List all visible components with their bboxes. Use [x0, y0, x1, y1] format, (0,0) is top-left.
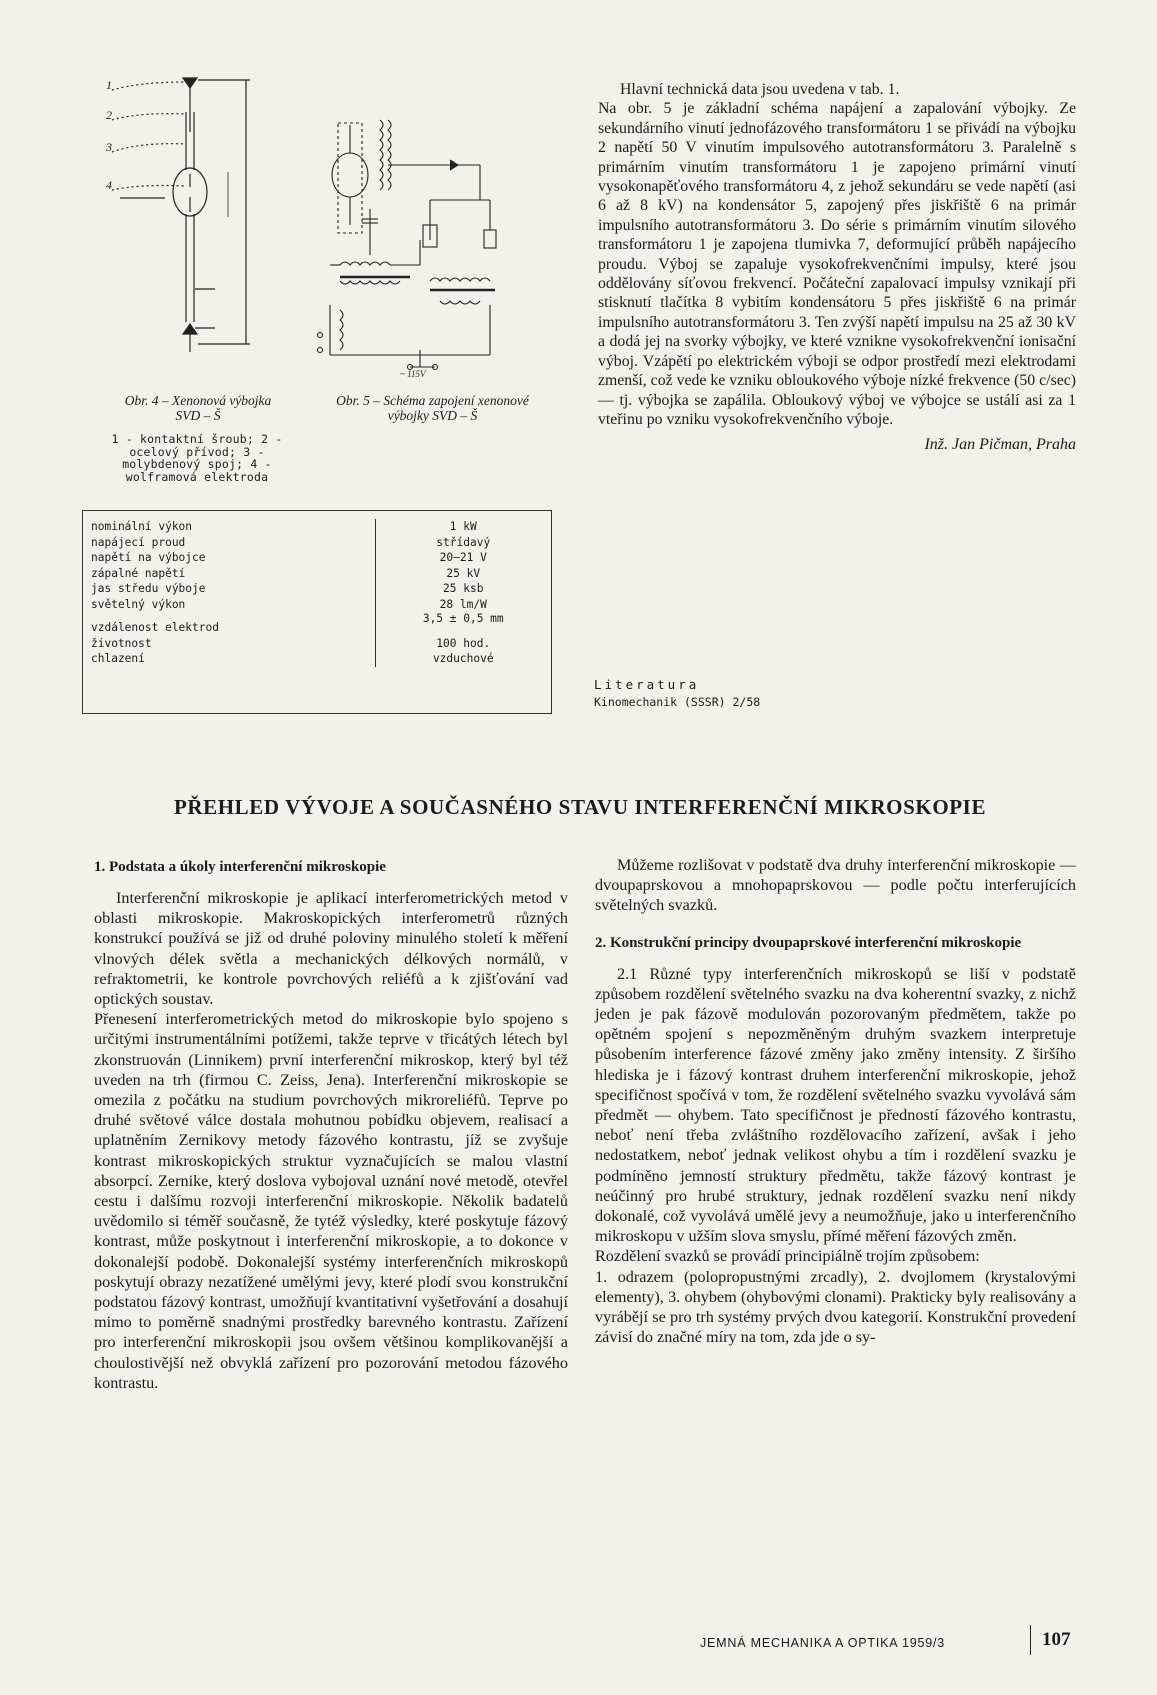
spec-value: 25 ksb: [375, 581, 551, 597]
paragraph: Rozdělení svazků se provádí principiálně trojím způsobem:: [595, 1247, 980, 1266]
paragraph: Interferenční mikroskopie je aplikací interferometrických metod v oblasti mikroskopie. Makroskopických interferometrů různých konstrukcí používá se již od druhé poloviny minulého století k měření vlnových délek světla a mechanických délkových normálů, v refraktometrii, ke kontrole povrchových reliéfů a k zjišťování vad optických soustav.: [94, 889, 568, 1009]
spec-value: 25 kV: [375, 566, 551, 582]
spec-value: střídavý: [375, 535, 551, 551]
page-number: 107: [1042, 1629, 1071, 1650]
spec-label: jas středu výboje: [91, 582, 206, 595]
spec-table: [82, 510, 552, 714]
spec-row: [83, 566, 551, 582]
paragraph: Přenesení interferometrických metod do mikroskopie bylo spojeno s určitými instrumentálními potížemi, takže teprve v třicátých létech byl zkonstruován (Linnikem) první interferenční mikroskop, který byl též uveden na trh (firmou C. Zeiss, Jena). Interferenční mikroskopie se omezila z počátku na studium povrchových mikroreliéfů. Teprve po druhé světové válce dostala mohutnou pobídku objevem, realisací a uplatněním Zernikovy metody fázového kontrastu, jíž se zvyšuje kontrast mikroskopických struktur vyznačujících se malou vlastní absorpcí. Zernike, který doslova vybojoval uznání nové metodě, otevřel cestu i dalšímu rozvoji interferenční mikroskopie. Několik badatelů uvědomilo si téměř současně, že tytéž výsledky, které poskytuje fázový kontrast, může poskytnout i interferenční mikroskopie, a to dokonce v dokonalejší podobě. Dokonalejší systémy interferenčních mikroskopů poskytují obrazy nezatížené umělými jevy, které plodí svou konstrukční podstatou fázový kontrast, umožňují kvantitativní vyšetřování a dosahují mimo to poměrně snadnými prostředky barevného kontrastu. Zařízení pro interferenční mikroskopii jsou ovšem většinou komplikovanější a choulostivější než obvyklá zařízení pro pozorování metodou fázového kontrastu.: [94, 1010, 568, 1392]
section-2-heading: 2. Konstrukční principy dvoupaprskové interferenční mikroskopie: [595, 934, 1022, 951]
fig4-label-3: 3: [106, 140, 112, 154]
spec-value: 1 kW: [375, 519, 551, 535]
spec-label: chlazení: [91, 652, 145, 665]
spec-row: [83, 597, 551, 613]
section-1-heading: 1. Podstata a úkoly interferenční mikroskopie: [94, 859, 386, 875]
spec-row: [83, 535, 551, 551]
article-right-column: [595, 855, 1076, 1347]
spec-row: [83, 581, 551, 597]
spec-label: zápalné napětí: [91, 566, 186, 580]
spec-label: nominální výkon: [91, 520, 193, 533]
spec-row: [83, 550, 551, 566]
figure-4-legend: 1 - kontaktní šroub; 2 - ocelový přívod; 3 - molybdenový spoj; 4 - wolframová elektroda: [111, 432, 283, 484]
spec-label: životnost: [91, 636, 152, 650]
footer-divider: [1030, 1625, 1031, 1655]
paragraph: 1. odrazem (polopropustnými zrcadly), 2. dvojlomem (krystalovými elementy), 3. ohybem (ohybovými clonami). Prakticky byly realisovány a vyrábějí se pro trh systémy prvých dvou kategorií. Konstrukční provedení závisí do značné míry na tom, zda jde o sy-: [595, 1267, 1076, 1347]
article-title: PŘEHLED VÝVOJE A SOUČASNÉHO STAVU INTERFERENČNÍ MIKROSKOPIE: [173, 795, 987, 819]
spec-value: 3,5 ± 0,5 mm: [375, 612, 551, 636]
spec-value: vzduchové: [375, 651, 551, 667]
paragraph: Můžeme rozlišovat v podstatě dva druhy interferenční mikroskopie — dvoupaprskovou a mnohopaprskovou — podle počtu interferujících světelných svazků.: [595, 856, 1076, 915]
literature-item: Kinomechanik (SSSR) 2/58: [594, 695, 761, 709]
spec-value: 28 lm/W: [375, 597, 551, 613]
paragraph: 2.1 Různé typy interferenčních mikroskopů se liší v podstatě způsobem rozdělení světelného svazku na dva koherentní svazky, z nichž jeden je pak fázově modulován pozorovaným předmětem, takže po opětném spojení s nepozměněným druhým svazkem interpretuje působením interference fázové změny jako změny intensity. Z širšího hlediska je i fázový kontrast druhem interferenční mikroskopie, jehož specifičnost spočívá v tom, že rozdělení světelného svazku vyvolává sám předmět — ohybem. Tato specifičnost je předností fázového kontrastu, neboť není třeba zvláštního rozdělovacího zařízení, avšak i jeho nedostatkem, neboť jednak velikost ohybu a tím i rozdělení svazku je podmíněno jemností struktury předmětu, takže fázový kontrast je neúčinný pro hrubé struktury, jednak rozdělení svazku není nikdy dokonalé, což vyvolává umělé jevy a neumožňuje, jako u interferenčního mikroskopu v užším slova smyslu, přímé měření fázových změn.: [595, 964, 1076, 1246]
journal-footer: JEMNÁ MECHANIKA A OPTIKA 1959/3: [700, 1636, 946, 1650]
top-right-column: [598, 80, 1076, 455]
spec-table-grid: [83, 519, 551, 667]
article-left-column: [94, 858, 568, 1393]
spec-value: 20—21 V: [375, 550, 551, 566]
spec-label: vzdálenost elektrod: [91, 621, 219, 634]
figure-5-caption: Obr. 5 – Schéma zapojení xenonové výbojky SVD – Š: [336, 393, 529, 423]
figure-4-caption: Obr. 4 – Xenonová výbojka SVD – Š: [124, 393, 272, 423]
spec-label: napájecí proud: [91, 535, 186, 549]
spec-value: 100 hod.: [375, 636, 551, 652]
spec-label: světelný výkon: [91, 597, 186, 611]
circuit-schematic: [310, 105, 560, 395]
fig4-label-4: 4: [106, 178, 112, 192]
figure-4: [100, 72, 280, 372]
spec-row: [83, 636, 551, 652]
xenon-lamp-drawing: [100, 72, 280, 372]
spec-label: napětí na výbojce: [91, 551, 206, 564]
fig5-voltage-label: ~ 115V: [400, 369, 426, 379]
figure-5: [310, 105, 560, 395]
spec-row: [83, 651, 551, 667]
author-signature: Inž. Jan Pičman, Praha: [924, 436, 1076, 454]
fig4-label-1: 1: [106, 78, 112, 92]
paragraph: Hlavní technická data jsou uvedena v tab. 1.: [620, 81, 900, 98]
spec-row: [83, 519, 551, 535]
fig4-label-2: 2: [106, 108, 112, 122]
spec-row: [83, 612, 551, 636]
paragraph: Na obr. 5 je základní schéma napájení a zapalování výbojky. Ze sekundárního vinutí jednofázového transformátoru 1 se přivádí na výbojku 2 napětí 50 V vinutím impulsového autotransformátoru 3. Paralelně s primárním vinutím transformátoru 1 je zapojeno primární vinutí vysokonapěťového transformátoru 4, z jehož sekundáru se vede napětí (asi 6 až 8 kV) na kondensátor 5, zapojený přes jiskřiště 6 na primár impulsního autotransformátoru 3. Do série s primárním vinutím silového transformátoru 1 je zapojena tlumivka 7, deformující průběh napájecího proudu. Výboj se zapaluje vysokofrekvenčními impulsy, které jsou oddělovány síťovou frekvencí. Počáteční zapalovací impulsy vznikají při stisknutí tlačítka 8 vybitím kondensátoru 5 přes jiskřiště 6 na primár impulsního autotransformátoru 3. Ten zvýší napětí impulsu na 25 až 30 kV a dodá jej na svorky výbojky, ve které vznikne vysokofrekvenční ionisační výboj. Vzápětí po elektrickém výboji se odpor prostředí mezi elektrodami zmenší, což vede ke vzniku obloukového výboje nízké frekvence (50 c/sec) — tj. výbojka se zapálila. Obloukový výboj ve výbojce se ustálí asi za 1 vteřinu po vzniku vysokofrekvenčního výboje.: [598, 100, 1076, 428]
literature-heading: Literatura: [594, 677, 700, 692]
